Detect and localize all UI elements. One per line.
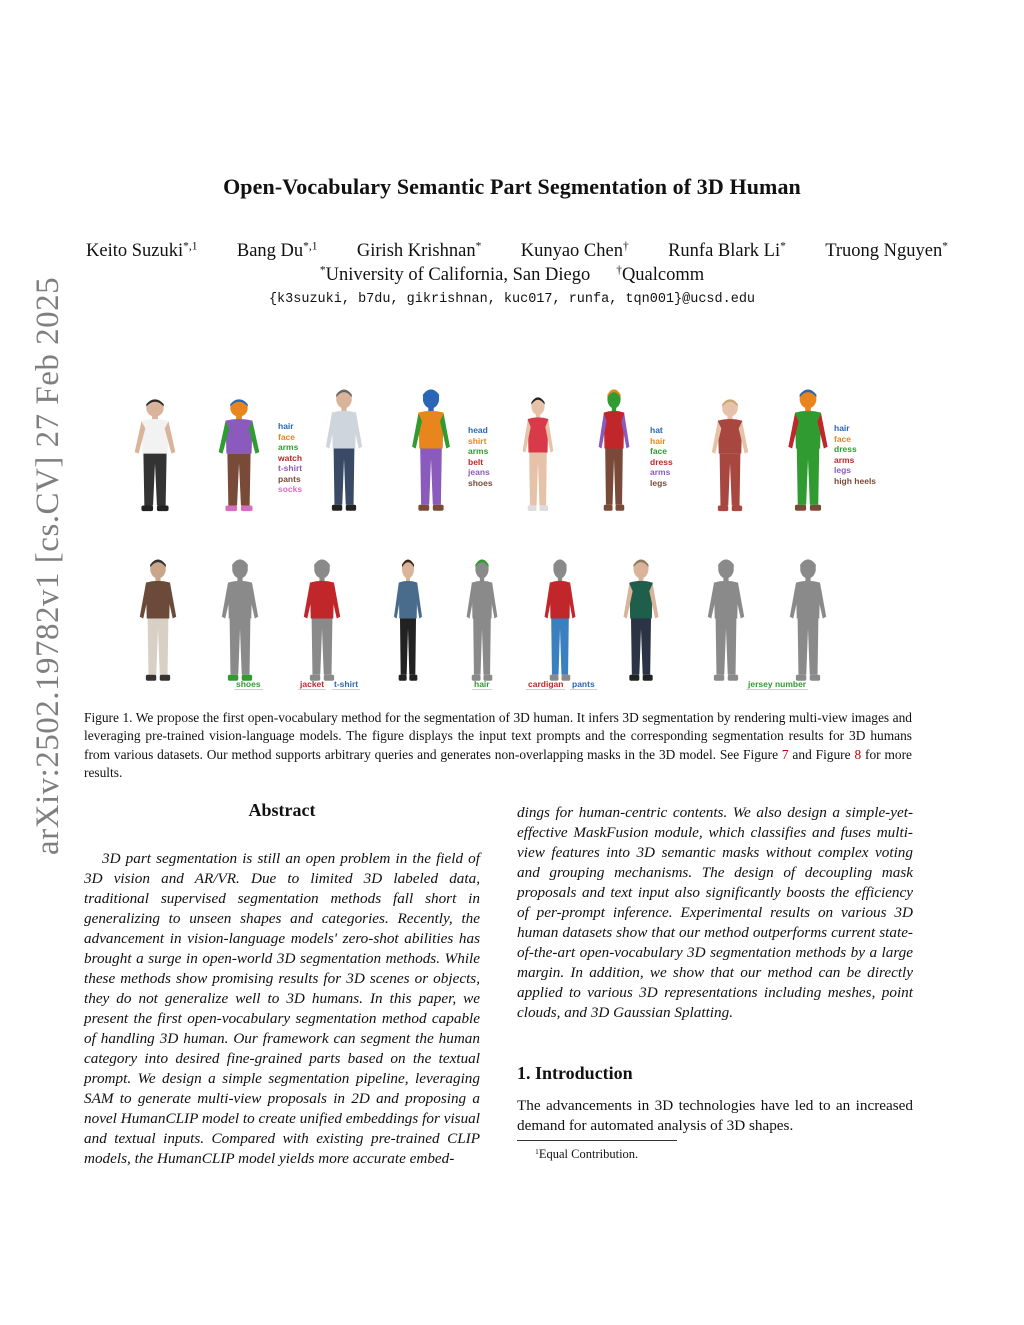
prompt-label: hair [834, 423, 850, 433]
abstract-body: 3D part segmentation is still an open problem in the field of 3D vision and AR/VR. Due to limited 3D labeled data, traditional supervised segmentation methods fall short in generalizing to unseen shapes and categories. Recently, the advancement in vision-language models' zero-shot abilities has brought a surge in open-world 3D segmentation methods. While these methods show promising results for 3D scenes or objects, they do not generalize well to 3D humans. In this paper, we present the first open-vocabulary segmentation method capable of handling 3D human. Our framework can segment the human category into desired fine-grained parts based on the textual prompt. We design a simple segmentation pipeline, leveraging SAM to generate multi-view proposals in 2D and proposing a novel HumanCLIP model to create unified embeddings for visual and textual inputs. Compared with existing pre-trained CLIP models, the HumanCLIP model yields more accurate embed- [84, 850, 480, 1167]
human-figure [388, 557, 428, 685]
section-heading: 1. Introduction [517, 1063, 633, 1083]
author: Girish Krishnan* [356, 240, 482, 261]
figure-row-bottom [118, 525, 908, 689]
author: Kunyao Chen† [520, 240, 629, 261]
prompt-label: pants [278, 473, 301, 484]
abstract-body-continued: dings for human-centric contents. We also design a simple-yet-effective MaskFusion module, which classifies and fuses multi-view features into 3D semantic masks without complex voting and grouping mechanisms. The design of decoupling mask proposals and text input also significantly boosts the efficiency of per-prompt inference. Experimental results on various 3D human datasets show that our method outperforms current state-of-the-art open-vocabulary 3D segmentation methods by a large margin. In addition, we show that our method can be directly applied to various 3D representations including meshes, point clouds, and 3D Gaussian Splatting. [517, 804, 913, 1021]
affiliations: *University of California, San Diego †Qualcomm [319, 264, 705, 285]
human-figure [296, 557, 348, 685]
human-figure [404, 387, 458, 515]
prompt-label: hair [278, 421, 294, 431]
arxiv-identifier: arXiv:2502.19782v1 [cs.CV] 27 Feb 2025 [30, 276, 66, 855]
footnote-rule [517, 1140, 677, 1141]
author: Truong Nguyen* [825, 240, 948, 261]
author-list [86, 241, 948, 262]
figure-1 [118, 385, 908, 690]
human-figure [516, 395, 560, 515]
query-tag: hair [474, 679, 490, 689]
query-tag: cardigan [528, 679, 564, 689]
human-figure [126, 397, 184, 515]
prompt-label-group [834, 423, 876, 486]
human-figure [782, 557, 834, 685]
paper-title: Open-Vocabulary Semantic Part Segmentation of 3D Human [223, 174, 801, 199]
query-tag: shoes [236, 679, 261, 689]
right-column [517, 803, 913, 1162]
author: Runfa Blark Li* [668, 240, 786, 261]
prompt-label: legs [650, 477, 668, 488]
prompt-label-group [468, 425, 493, 488]
prompt-label: arms [468, 446, 489, 456]
prompt-label: face [834, 433, 852, 444]
abstract-heading: Abstract [248, 800, 316, 820]
prompt-label: arms [834, 454, 855, 465]
introduction-body: The advancements in 3D technologies have led to an increased demand for automated analysis of 3D shapes. [517, 1097, 913, 1134]
left-column [84, 800, 480, 1169]
author-emails: {k3suzuki, b7du, gikrishnan, kuc017, runfa, tqn001}@ucsd.edu [268, 292, 756, 307]
prompt-label-group [278, 421, 302, 495]
human-figure [132, 557, 184, 685]
prompt-label: dress [650, 456, 673, 467]
prompt-label: belt [468, 456, 484, 467]
figure-row-top [118, 385, 908, 515]
prompt-label: socks [278, 484, 303, 494]
footnote: $^1$Equal Contribution. [535, 1146, 639, 1161]
figure-reference-link[interactable]: 7 [781, 746, 789, 762]
query-tag: jacket [300, 679, 325, 689]
prompt-label: arms [278, 442, 299, 452]
human-figure [318, 387, 370, 515]
query-tag: pants [572, 679, 595, 689]
prompt-label: hat [650, 425, 663, 435]
human-figure [616, 557, 666, 685]
human-figure [538, 557, 582, 685]
prompt-label: face [278, 431, 296, 442]
human-figure [700, 557, 752, 685]
query-tag: jersey number [748, 679, 807, 689]
prompt-label: shirt [468, 435, 487, 446]
human-figure [460, 557, 504, 685]
prompt-label: shoes [468, 477, 493, 488]
prompt-label: jeans [468, 467, 490, 477]
figure-reference-link[interactable]: 8 [854, 746, 862, 762]
prompt-label-group [650, 425, 673, 488]
prompt-label: t-shirt [278, 463, 303, 473]
human-figure [592, 387, 636, 515]
prompt-label: head [468, 425, 488, 435]
human-figure [214, 557, 266, 685]
prompt-label: face [650, 446, 668, 456]
author: Keito Suzuki$^{*,1}$ [86, 240, 198, 261]
prompt-label: dress [834, 444, 857, 454]
human-figure [780, 387, 836, 515]
prompt-label: watch [278, 452, 303, 463]
prompt-label: arms [650, 467, 671, 477]
human-figure [210, 397, 268, 515]
prompt-label: high heels [834, 475, 877, 486]
figure-caption: Figure 1. We propose the first open-vocabulary method for the segmentation of 3D human. It infers 3D segmentation by rendering multi-view images and leveraging pre-trained vision-language models. The figure displays the input text prompts and the corresponding segmentation results for 3D humans from various datasets. Our method supports arbitrary queries and generates non-overlapping masks in the 3D model. See Figure 7 and Figure 8 for more results. [84, 710, 912, 780]
query-tag: t-shirt [334, 679, 359, 689]
human-figure [704, 397, 756, 515]
prompt-label: legs [834, 465, 852, 475]
prompt-label: hair [650, 435, 666, 446]
author: Bang $Du^{*,1}$ [236, 240, 318, 261]
